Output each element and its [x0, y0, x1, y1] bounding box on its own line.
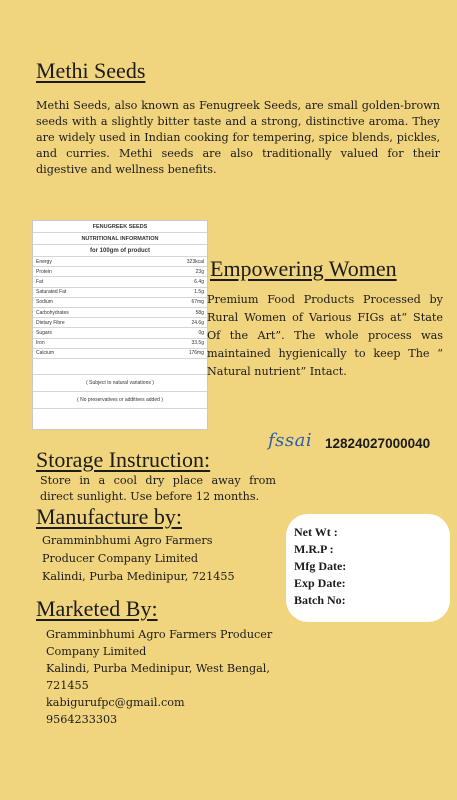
- fssai-logo: fssai: [268, 430, 313, 451]
- nutrient-value: 23g: [195, 268, 204, 275]
- nutrient-value: 0g: [198, 329, 204, 336]
- nutrition-note: ( Subject to natural variations ): [33, 375, 207, 392]
- nutrition-product-name: FENUGREEK SEEDS: [33, 221, 207, 233]
- nutrition-per: for 100gm of product: [33, 245, 207, 257]
- nutrient-name: Protein: [36, 268, 52, 275]
- nutrition-row: [33, 328, 207, 338]
- empowering-title: Empowering Women: [210, 256, 397, 281]
- product-title: Methi Seeds: [36, 58, 146, 83]
- exp-date-label: Exp Date:: [294, 576, 346, 590]
- nutrient-value: 176mg: [188, 350, 204, 357]
- nutrition-row: [33, 349, 207, 359]
- nutrition-row: [33, 298, 207, 308]
- nutrition-table: [32, 220, 208, 430]
- nutrient-name: Energy: [36, 258, 52, 265]
- fssai-license-number: 12824027000040: [325, 436, 431, 451]
- nutrient-name: Iron: [36, 340, 45, 347]
- empowering-text: Premium Food Products Processed by Rural Women of Various FIGs at“ State Of the Art”. The whole process was maintained hygienically to keep The “ Natural nutrient” Intact.: [207, 293, 443, 378]
- nutrient-name: Sugars: [36, 329, 52, 336]
- marketed-address: [46, 626, 272, 728]
- nutrient-name: Dietary Fibre: [36, 319, 65, 326]
- manufacture-title: Manufacture by:: [36, 504, 182, 529]
- product-description: Methi Seeds, also known as Fenugreek Seeds, are small golden-brown seeds with a slightly bitter taste and a strong, distinctive aroma. They are widely used in Indian cooking for tempering, spice blends, pickles, and curries. Methi seeds are also traditionally valued for their digestive and wellness benefits.: [36, 99, 440, 176]
- batch-no-label: Batch No:: [294, 593, 346, 607]
- net-weight-label: Net Wt :: [294, 525, 338, 539]
- nutrition-heading: NUTRITIONAL INFORMATION: [33, 233, 207, 245]
- address-line: Gramminbhumi Agro Farmers Producer: [46, 628, 273, 641]
- nutrition-note: ( No preservatives or additives added ): [33, 392, 207, 409]
- nutrient-name: Fat: [36, 278, 44, 285]
- nutrient-name: Carbohydrates: [36, 309, 69, 316]
- nutrition-row: [33, 257, 207, 267]
- nutrition-row: [33, 277, 207, 287]
- address-line: Kalindi, Purba Medinipur, 721455: [42, 570, 235, 583]
- storage-title: Storage Instruction:: [36, 447, 211, 472]
- nutrient-value: 33.5g: [191, 340, 204, 347]
- pack-details-box: [286, 514, 450, 622]
- address-line: Producer Company Limited: [42, 552, 199, 565]
- mrp-label: M.R.P :: [294, 542, 334, 556]
- nutrition-row: [33, 339, 207, 349]
- nutrient-name: Calcium: [36, 350, 55, 357]
- address-line: Gramminbhumi Agro Farmers: [42, 534, 213, 547]
- address-line: Company Limited: [46, 645, 147, 658]
- address-line: Kalindi, Purba Medinipur, West Bengal,: [46, 662, 270, 675]
- nutrient-name: Sodium: [36, 299, 53, 306]
- nutrient-value: 323kcal: [186, 258, 204, 265]
- marketed-title: Marketed By:: [36, 596, 158, 621]
- nutrition-row: [33, 267, 207, 277]
- nutrition-row: [33, 288, 207, 298]
- mfg-date-label: Mfg Date:: [294, 559, 347, 573]
- nutrition-row: [33, 318, 207, 328]
- manufacture-address: [42, 532, 235, 586]
- nutrient-value: 1.5g: [194, 289, 204, 296]
- nutrient-value: 6.4g: [194, 278, 204, 285]
- nutrition-row: [33, 308, 207, 318]
- email: kabigurufpc@gmail.com: [46, 696, 185, 709]
- address-line: 721455: [46, 679, 89, 692]
- nutrient-value: 24.6g: [191, 319, 204, 326]
- nutrient-name: Saturated Fat: [36, 289, 67, 296]
- nutrient-value: 58g: [195, 309, 204, 316]
- storage-text: Store in a cool dry place away from direct sunlight. Use before 12 months.: [40, 474, 276, 503]
- phone: 9564233303: [46, 713, 118, 726]
- nutrient-value: 67mg: [191, 299, 204, 306]
